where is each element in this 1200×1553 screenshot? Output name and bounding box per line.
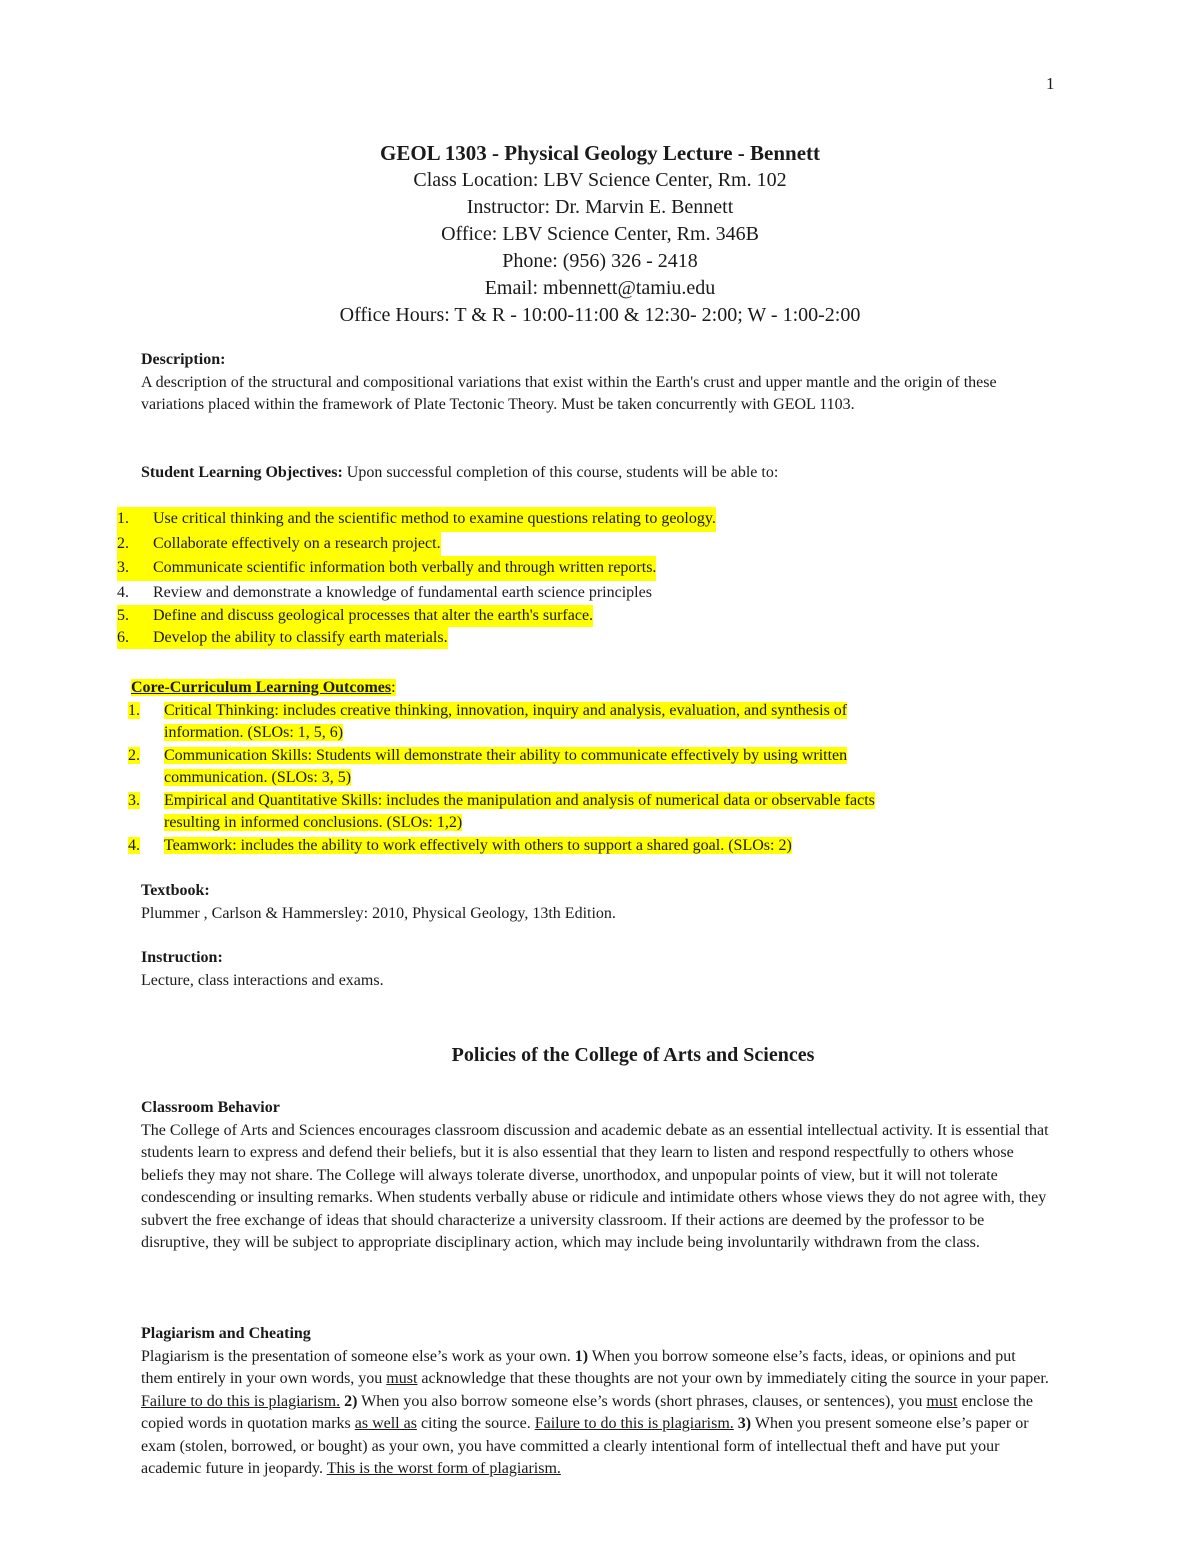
course-title: GEOL 1303 - Physical Geology Lecture - Bennett [380, 141, 820, 165]
list-item: 2. Communication Skills: Students will demonstrate their ability to communicate effectively by using written communication. (SLOs: 3, 5) [128, 746, 848, 786]
textbook-label: Textbook: [141, 882, 210, 899]
plagiarism-label: Plagiarism and Cheating [141, 1325, 311, 1342]
slo-list [117, 507, 1077, 649]
core-list [128, 700, 1051, 858]
list-item: 3. Communicate scientific information both verbally and through written reports. [117, 556, 1077, 581]
list-item: 4. Review and demonstrate a knowledge of fundamental earth science principles [117, 583, 652, 601]
description-section [141, 349, 1051, 417]
instruction-label: Instruction: [141, 949, 223, 966]
list-item: 1. Use critical thinking and the scientific method to examine questions relating to geology. [117, 507, 1077, 532]
slo-intro [141, 462, 1051, 485]
plagiarism-section [141, 1323, 1051, 1481]
instruction-text: Lecture, class interactions and exams. [141, 971, 384, 989]
list-item: 6. Develop the ability to classify earth materials. [117, 627, 1077, 649]
description-label: Description: [141, 351, 226, 368]
class-location: Class Location: LBV Science Center, Rm. 102 [413, 169, 787, 191]
core-heading: Core-Curriculum Learning Outcomes [131, 679, 392, 696]
classroom-behavior-section [141, 1097, 1051, 1255]
textbook-text: Plummer , Carlson & Hammersley: 2010, Physical Geology, 13th Edition. [141, 904, 616, 922]
classroom-behavior-text: The College of Arts and Sciences encourages classroom discussion and academic debate as an essential intellectual activity. It is essential that students learn to express and defend their beliefs, but it is also essential that they learn to listen and respond respectfully to others whose beliefs they may not share. The College will always tolerate diverse, unorthodox, and unpopular points of view, but it will not tolerate condescending or insulting remarks. When students verbally abuse or ridicule and intimidate others whose views they do not agree with, they subvert the free exchange of ideas that should characterize a university classroom. If their actions are deemed by the professor to be disruptive, they will be subject to appropriate disciplinary action, which may include being involuntarily withdrawn from the class. [141, 1121, 1049, 1251]
core-curriculum-section: Core-Curriculum Learning Outcomes: 1. Critical Thinking: includes creative thinking, innovation, inquiry and analysis, evaluation, and synthesis of information. (SLOs: 1, 5, 6) 2. Communication Skills: Students will demonstrate their ability to communicate effectively by using written communication. (SLOs: 3, 5) 3. Empirical and Quantitative Skills: includes the manipulation and analysis of numerical data or observable facts resulting in informed conclusions. (SLOs: 1,2) 4. Teamwork: includes the ability to work effectively with others to support a shared goal. (SLOs: 2) [131, 677, 1051, 857]
list-item: 5. Define and discuss geological processes that alter the earth's surface. [117, 605, 1077, 627]
list-item: 1. Critical Thinking: includes creative thinking, innovation, inquiry and analysis, evaluation, and synthesis of information. (SLOs: 1, 5, 6) [128, 701, 848, 741]
policies-title: Policies of the College of Arts and Sciences [451, 1044, 815, 1066]
course-header [0, 140, 1200, 329]
description-text: A description of the structural and compositional variations that exist within the Earth's crust and upper mantle and the origin of these variations placed within the framework of Plate Tectonic Theory. Must be taken concurrently with GEOL 1103. [141, 373, 997, 413]
phone: Phone: (956) 326 - 2418 [502, 250, 698, 272]
office-hours: Office Hours: T & R - 10:00-11:00 & 12:30- 2:00; W - 1:00-2:00 [339, 304, 861, 326]
classroom-behavior-label: Classroom Behavior [141, 1099, 280, 1116]
list-item: 3. Empirical and Quantitative Skills: includes the manipulation and analysis of numerical data or observable facts resulting in informed conclusions. (SLOs: 1,2) [128, 791, 875, 831]
instructor: Instructor: Dr. Marvin E. Bennett [466, 196, 734, 218]
office: Office: LBV Science Center, Rm. 346B [441, 223, 759, 245]
plagiarism-text: Plagiarism is the presentation of someone else’s work as your own. 1) When you borrow someone else’s facts, ideas, or opinions and put them entirely in your own words, you must acknowledge that these thoughts are not your own by immediately citing the source in your paper. Failure to do this is plagiarism. 2) When you also borrow someone else’s words (short phrases, clauses, or sentences), you must enclose the copied words in quotation marks as well as citing the source. Failure to do this is plagiarism. 3) When you present someone else’s paper or exam (stolen, borrowed, or bought) as your own, you have committed a clearly intentional form of intellectual theft and have put your academic future in jeopardy. This is the worst form of plagiarism. [141, 1347, 1049, 1477]
page-number: 1 [1046, 74, 1055, 93]
list-item: 2. Collaborate effectively on a research project. [117, 532, 1077, 557]
slo-intro-text: Upon successful completion of this course, students will be able to: [342, 464, 779, 481]
textbook-section [141, 880, 1051, 925]
list-item: 4. Teamwork: includes the ability to work effectively with others to support a shared goal. (SLOs: 2) [128, 836, 792, 854]
email: Email: mbennett@tamiu.edu [484, 277, 716, 299]
slo-label: Student Learning Objectives: [141, 464, 343, 481]
instruction-section [141, 947, 1051, 992]
